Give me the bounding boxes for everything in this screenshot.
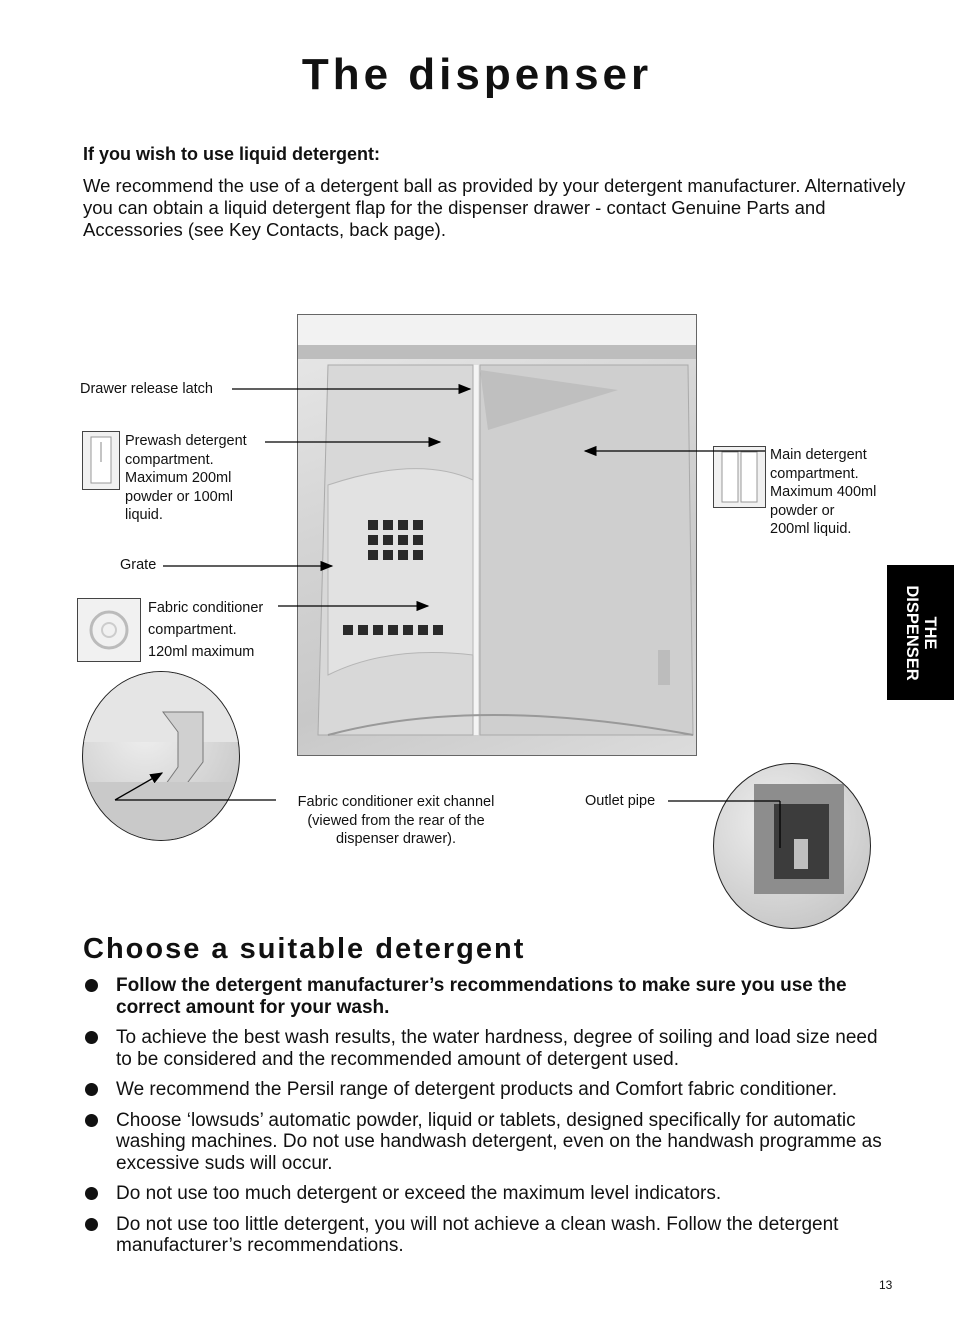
list-item: We recommend the Persil range of detergent products and Comfort fabric conditioner. [83, 1079, 883, 1101]
label-prewash: Prewash detergent compartment. Maximum 200ml powder or 100ml liquid. [125, 433, 247, 523]
label-fabric-conditioner: Fabric conditioner compartment. 120ml maximum [148, 600, 264, 660]
bullet-icon [85, 1083, 98, 1096]
section-side-tab [887, 565, 954, 700]
list-item: Follow the detergent manufacturer’s recommendations to make sure you use the correct amount for your wash. [83, 975, 883, 1018]
detergent-heading: Choose a suitable detergent [83, 933, 526, 965]
liquid-detergent-heading: If you wish to use liquid detergent: [83, 144, 381, 164]
page-title: The dispenser [301, 50, 653, 99]
label-exit-channel: Fabric conditioner exit channel (viewed from the rear of the dispenser drawer). [297, 794, 495, 847]
side-tab-label: THE DISPENSER [902, 584, 939, 681]
label-drawer-release-latch: Drawer release latch [80, 381, 213, 397]
page-number: 13 [879, 1278, 893, 1292]
bullet-icon [85, 1031, 98, 1044]
bullet-icon [85, 1187, 98, 1200]
bullet-icon [85, 1218, 98, 1231]
list-item: Do not use too much detergent or exceed the maximum level indicators. [83, 1183, 883, 1205]
bullet-icon [85, 1114, 98, 1127]
detergent-bullet-list [83, 975, 883, 1266]
list-item: Do not use too little detergent, you will not achieve a clean wash. Follow the detergent manufacturer’s recommendations. [83, 1214, 883, 1257]
label-main-detergent: Main detergent compartment. Maximum 400ml powder or 200ml liquid. [770, 447, 877, 537]
label-outlet-pipe: Outlet pipe [585, 793, 656, 809]
list-item: Choose ‘lowsuds’ automatic powder, liquid or tablets, designed specifically for automatic washing machines. Do not use handwash detergent, even on the handwash programme as excessive suds will occur. [83, 1110, 883, 1175]
label-grate: Grate [120, 557, 157, 573]
bullet-icon [85, 979, 98, 992]
list-item: To achieve the best wash results, the water hardness, degree of soiling and load size need to be considered and the recommended amount of detergent used. [83, 1027, 883, 1070]
liquid-detergent-text: We recommend the use of a detergent ball as provided by your detergent manufacturer. Alternatively you can obtain a liquid detergent flap for the dispenser drawer - contact Genuine Parts and Accessories (see Key Contacts, back page). [83, 175, 906, 240]
